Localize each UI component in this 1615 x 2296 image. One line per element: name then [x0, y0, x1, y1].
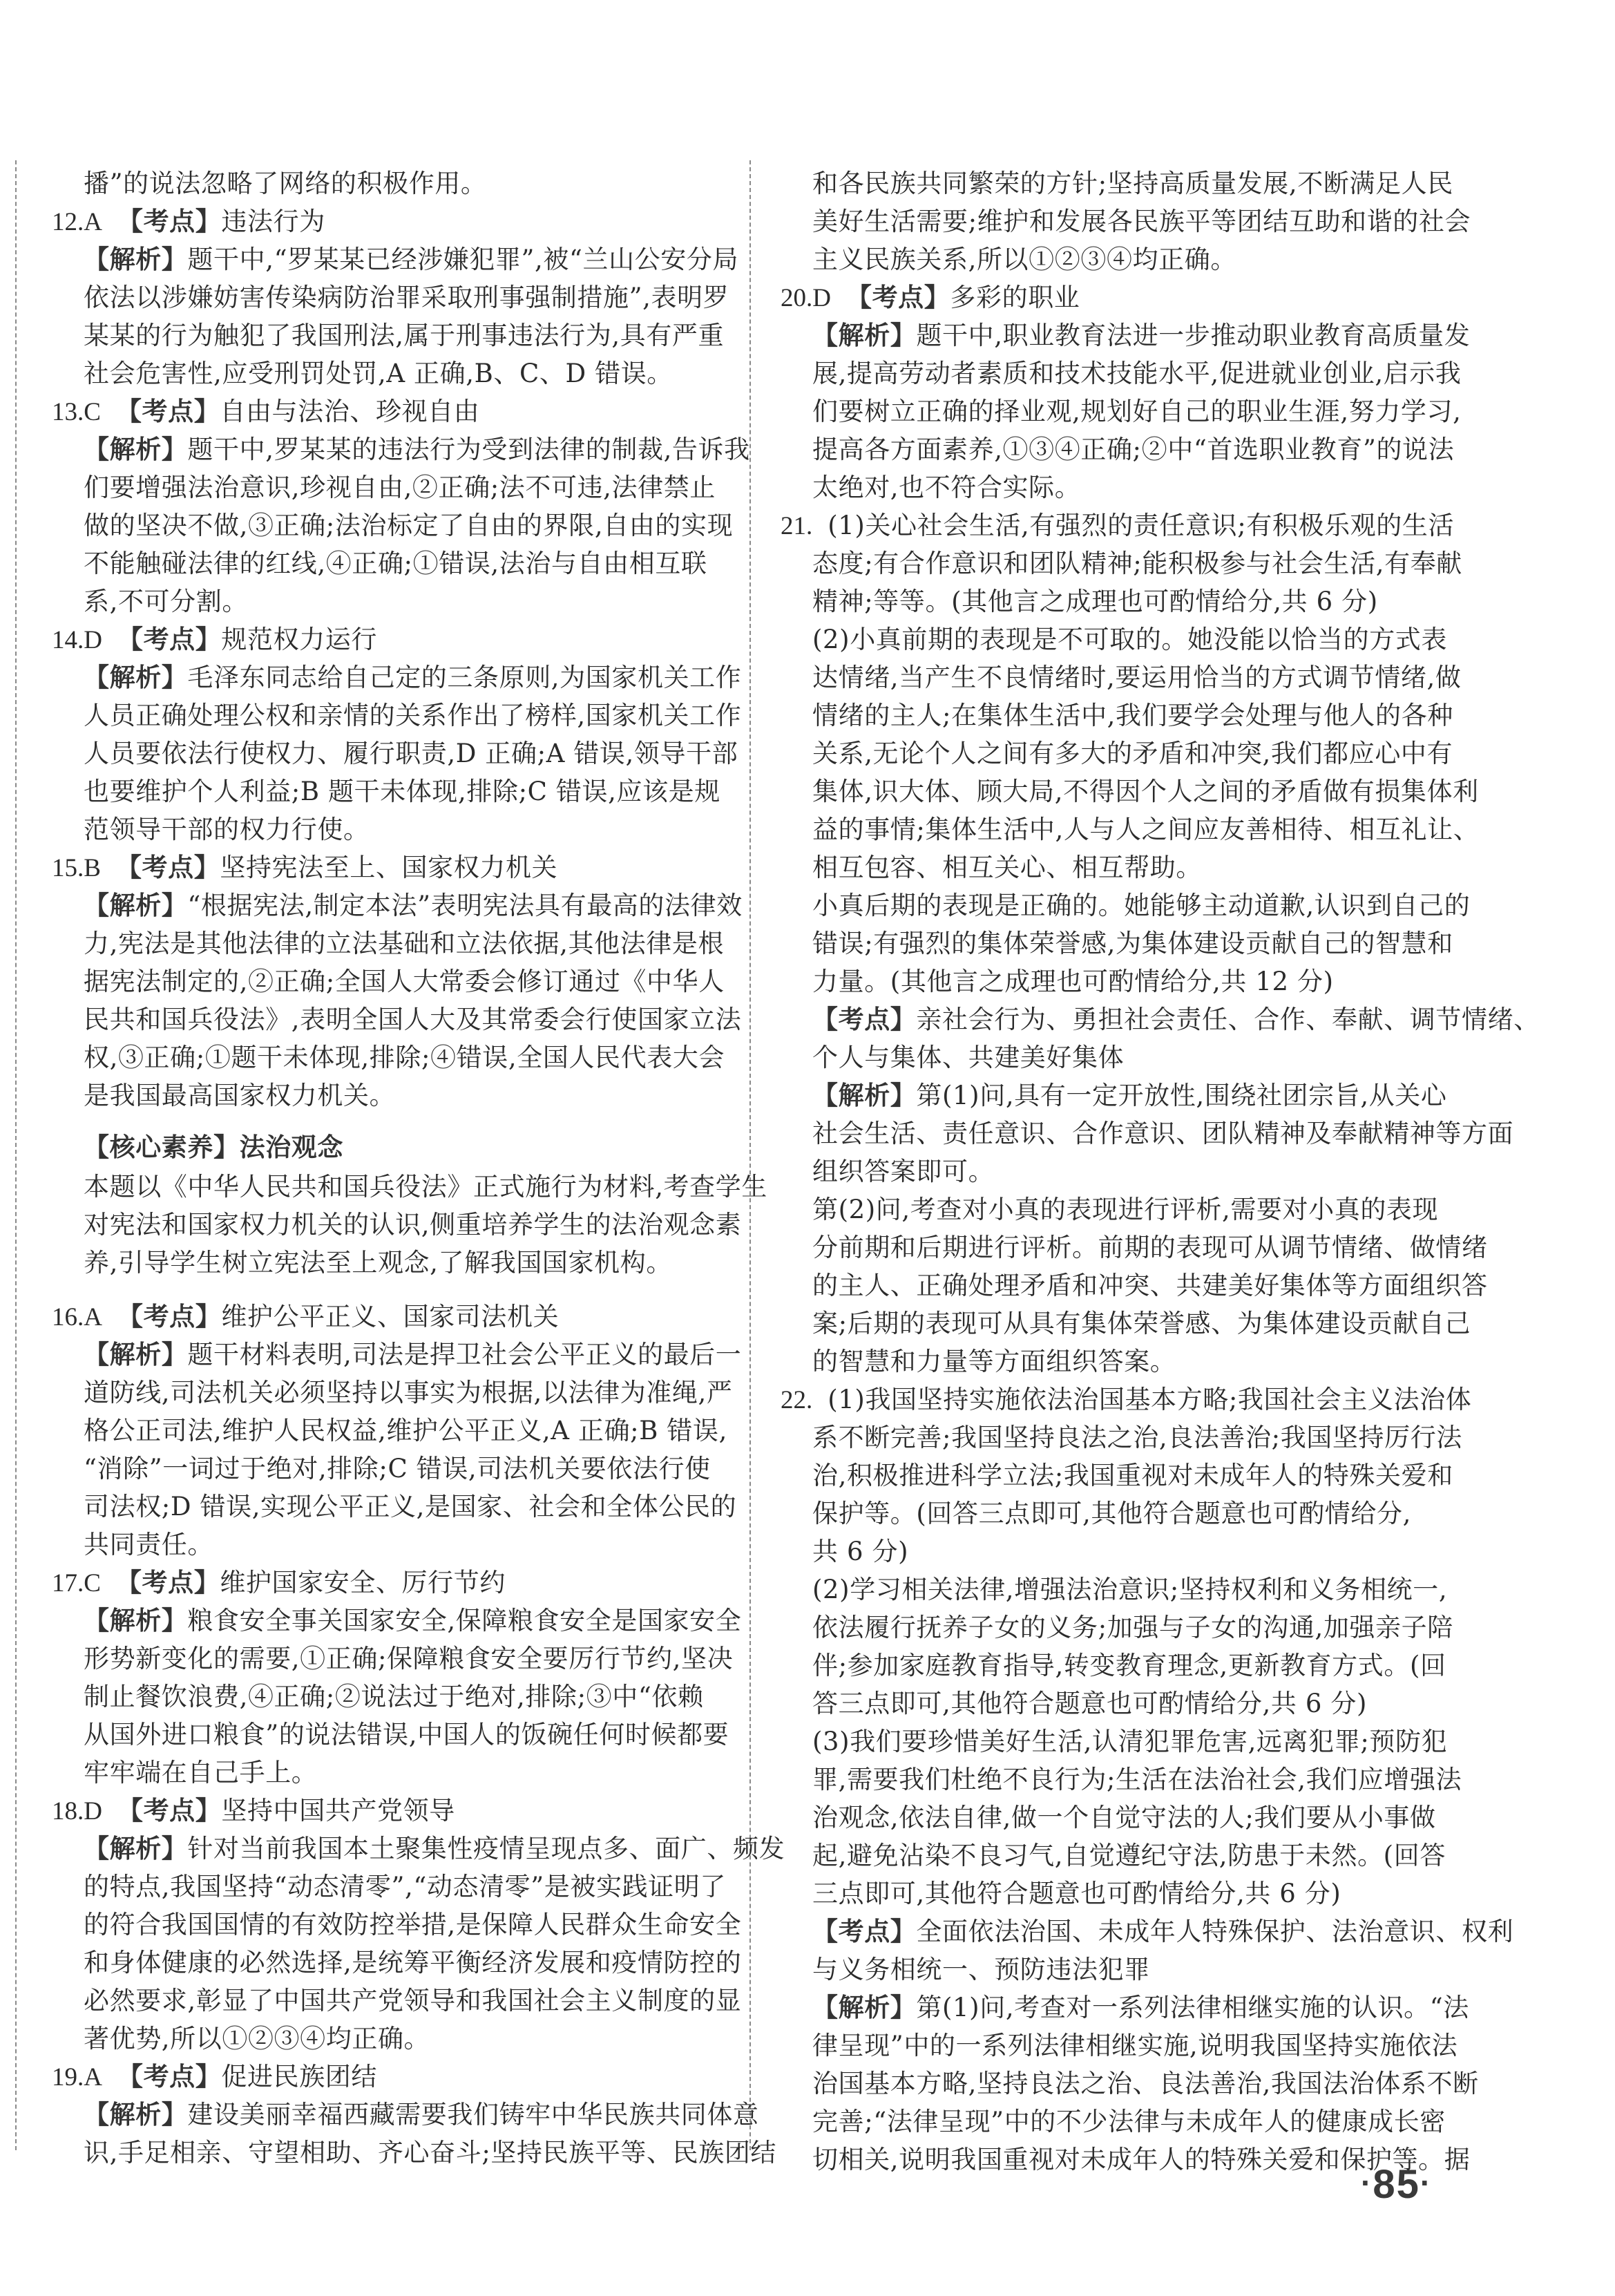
text-line [84, 1869, 726, 1905]
text-line [84, 166, 487, 202]
section-tag: 【考点】 [117, 207, 222, 236]
question-header-line [52, 204, 325, 240]
text-segment: 全面依法治国、未成年人特殊保护、法治意识、权利 [916, 1917, 1514, 1946]
section-tag: 【解析】 [84, 891, 188, 920]
text-segment: 与义务相统一、预防违法犯罪 [812, 1955, 1150, 1984]
text-segment: 制止餐饮浪费,④正确;②说法过于绝对,排除;③中“依赖 [84, 1682, 704, 1711]
text-line [812, 660, 1461, 696]
text-segment: 是我国最高国家权力机关。 [84, 1081, 396, 1110]
question-header-line [52, 394, 479, 430]
question-number: 18.D [52, 1797, 102, 1825]
text-line [84, 1527, 213, 1563]
text-segment: 第(1)问,具有一定开放性,围绕社团宗旨,从关心 [916, 1081, 1447, 1110]
question-number: 14.D [52, 626, 102, 654]
text-line [812, 1762, 1462, 1798]
text-segment: 组织答案即可。 [812, 1157, 995, 1186]
text-segment: 们要增强法治意识,珍视自由,②正确;法不可违,法律禁止 [84, 473, 716, 502]
text-segment: 多彩的职业 [950, 283, 1080, 312]
text-line [812, 1268, 1488, 1304]
text-segment: 案;后期的表现可从具有集体荣誉感、为集体建设贡献自己 [812, 1309, 1471, 1338]
text-line [812, 1230, 1488, 1266]
section-tag: 【考点】 [117, 1796, 222, 1825]
text-segment: 著优势,所以①②③④均正确。 [84, 2024, 430, 2053]
question-number: 22. [781, 1386, 813, 1414]
text-line [84, 1641, 733, 1677]
question-number: 16.A [52, 1303, 102, 1331]
section-tag: 【解析】 [812, 1081, 917, 1110]
text-line [812, 242, 1236, 278]
text-segment: 题干材料表明,司法是捍卫社会公平正义的最后一 [187, 1340, 742, 1369]
text-segment: 小真后期的表现是正确的。她能够主动道歉,认识到自己的 [812, 891, 1471, 920]
text-segment: “消除”一词过于绝对,排除;C 错误,司法机关要依法行使 [84, 1454, 711, 1483]
text-line [84, 432, 750, 468]
text-line [84, 1207, 741, 1243]
section-tag: 【考点】 [812, 1005, 917, 1034]
text-segment: “根据宪法,制定本法”表明宪法具有最高的法律效 [187, 891, 743, 920]
text-segment: 题干中,职业教育法进一步推动职业教育高质量发 [916, 321, 1471, 350]
text-line [84, 888, 743, 924]
section-tag: 【核心素养】 [84, 1132, 240, 1162]
section-tag: 【考点】 [117, 1302, 222, 1331]
text-line [812, 394, 1461, 430]
text-segment: 分前期和后期进行评析。前期的表现可从调节情绪、做情绪 [812, 1233, 1488, 1262]
text-line [812, 736, 1453, 772]
text-line [812, 1534, 908, 1570]
text-segment: 对宪法和国家权力机关的认识,侧重培养学生的法治观念素 [84, 1210, 742, 1240]
text-segment: 养,引导学生树立宪法至上观念,了解我国国家机构。 [84, 1248, 672, 1278]
section-tag: 【考点】 [812, 1917, 917, 1946]
question-number: 13.C [52, 398, 101, 426]
text-line [812, 1800, 1436, 1836]
text-line [84, 1002, 741, 1038]
question-number: 17.C [52, 1569, 101, 1597]
text-segment: 格公正司法,维护人民权益,维护公平正义,A 正确;B 错误, [84, 1416, 727, 1445]
question-number: 21. [781, 512, 813, 540]
text-line [84, 812, 370, 848]
text-segment: 维护公平正义、国家司法机关 [221, 1302, 560, 1331]
text-line [812, 1610, 1453, 1646]
text-segment: 完善;“法律呈现”中的不少法律与未成年人的健康成长密 [812, 2107, 1446, 2136]
text-line [812, 1914, 1513, 1950]
section-tag: 【解析】 [84, 2100, 188, 2129]
text-segment: 切相关,说明我国重视对未成年人的特殊关爱和保护等。据 [812, 2145, 1471, 2174]
text-segment: 提高各方面素养,①③④正确;②中“首选职业教育”的说法 [812, 435, 1455, 464]
text-line [812, 432, 1454, 468]
section-tag: 【考点】 [115, 1568, 220, 1597]
text-segment: 建设美丽幸福西藏需要我们铸牢中华民族共同体意 [187, 2100, 759, 2129]
text-line [812, 888, 1470, 924]
text-segment: 也要维护个人利益;B 题干未体现,排除;C 错误,应该是规 [84, 777, 720, 806]
text-segment: 道防线,司法机关必须坚持以事实为根据,以法律为准绳,严 [84, 1378, 733, 1407]
text-line [812, 1686, 1367, 1722]
text-segment: 起,避免沾染不良习气,自觉遵纪守法,防患于未然。(回答 [812, 1841, 1446, 1870]
text-segment: 罪,需要我们杜绝不良行为;生活在法治社会,我们应增强法 [812, 1765, 1462, 1794]
text-line [812, 166, 1453, 202]
text-segment: 亲社会行为、勇担社会责任、合作、奉献、调节情绪、 [916, 1005, 1540, 1034]
text-line [812, 204, 1471, 240]
text-segment: 形势新变化的需要,①正确;保障粮食安全要厉行节约,坚决 [84, 1644, 734, 1673]
text-line [812, 1154, 994, 1190]
text-line [812, 1648, 1446, 1684]
question-header-line [52, 850, 557, 886]
text-line [812, 774, 1479, 810]
text-line [812, 1420, 1462, 1456]
text-segment: 人员正确处理公权和亲情的关系作出了榜样,国家机关工作 [84, 701, 742, 730]
question-number: 12.A [52, 208, 102, 236]
text-line [84, 1245, 672, 1281]
text-line [84, 1717, 729, 1753]
text-line [812, 1040, 1124, 1076]
text-segment: 力量。(其他言之成理也可酌情给分,共 12 分) [812, 967, 1334, 996]
text-line [84, 508, 733, 544]
text-line [84, 470, 716, 506]
question-header-line [52, 1793, 455, 1829]
text-segment: 社会危害性,应受刑罚处罚,A 正确,B、C、D 错误。 [84, 359, 673, 388]
text-segment: 的主人、正确处理矛盾和冲突、共建美好集体等方面组织答 [812, 1271, 1488, 1300]
text-segment: 情绪的主人;在集体生活中,我们要学会处理与他人的各种 [812, 701, 1453, 730]
text-line [812, 2066, 1479, 2102]
text-line [84, 1078, 395, 1114]
text-segment: 治观念,依法自律,做一个自觉守法的人;我们要从小事做 [812, 1803, 1436, 1832]
text-segment: 第(2)问,考查对小真的表现进行评析,需要对小真的表现 [812, 1195, 1439, 1224]
text-line [84, 584, 248, 620]
text-line [812, 812, 1479, 848]
text-line [812, 1496, 1411, 1532]
text-segment: 民共和国兵役法》,表明全国人大及其常委会行使国家立法 [84, 1005, 742, 1034]
text-line [84, 1983, 741, 2019]
section-tag: 【考点】 [117, 2062, 222, 2091]
question-header-line [52, 1299, 559, 1335]
text-line [84, 318, 724, 354]
text-line [812, 1724, 1447, 1760]
text-line [84, 964, 725, 1000]
section-tag: 【考点】 [115, 397, 220, 426]
text-line [84, 1130, 343, 1166]
text-segment: 规范权力运行 [221, 625, 377, 654]
text-line [812, 622, 1447, 658]
text-segment: 的符合我国国情的有效防控举措,是保障人民群众生命安全 [84, 1910, 742, 1939]
text-line [812, 1876, 1341, 1912]
text-line [812, 1458, 1453, 1494]
text-line [812, 318, 1470, 354]
section-tag: 【考点】 [845, 283, 950, 312]
section-tag: 【解析】 [84, 1340, 188, 1369]
text-segment: 共同责任。 [84, 1530, 213, 1559]
text-segment: 益的事情;集体生活中,人与人之间应友善相待、相互礼让、 [812, 815, 1480, 844]
text-segment: 某某的行为触犯了我国刑法,属于刑事违法行为,具有严重 [84, 321, 725, 350]
text-segment: 依法以涉嫌妨害传染病防治罪采取刑事强制措施”,表明罗 [84, 283, 729, 312]
question-header-line [781, 280, 1080, 316]
text-line [812, 1952, 1150, 1988]
text-line [812, 2104, 1446, 2140]
text-segment: 权,③正确;①题干未体现,排除;④错误,全国人民代表大会 [84, 1043, 725, 1072]
text-segment: 播”的说法忽略了网络的积极作用。 [84, 169, 487, 198]
text-segment: 力,宪法是其他法律的立法基础和立法依据,其他法律是根 [84, 929, 725, 958]
text-segment: 的智慧和力量等方面组织答案。 [812, 1347, 1176, 1376]
text-segment: 治国基本方略,坚持良法之治、良法善治,我国法治体系不断 [812, 2069, 1479, 2098]
section-tag: 法治观念 [239, 1132, 344, 1162]
text-line [84, 280, 729, 316]
text-line [812, 546, 1462, 582]
text-segment: 范领导干部的权力行使。 [84, 815, 370, 844]
text-segment: 三点即可,其他符合题意也可酌情给分,共 6 分) [812, 1879, 1341, 1908]
text-segment: 必然要求,彰显了中国共产党领导和我国社会主义制度的显 [84, 1986, 742, 2015]
text-line [84, 1603, 741, 1639]
text-segment: 社会生活、责任意识、合作意识、团队精神及奉献精神等方面 [812, 1119, 1514, 1148]
section-tag: 【考点】 [117, 625, 222, 654]
text-line [812, 1306, 1471, 1342]
text-line [84, 1945, 741, 1981]
text-line [812, 1344, 1176, 1380]
text-segment: 毛泽东同志给自己定的三条原则,为国家机关工作 [187, 663, 742, 692]
section-tag: 【解析】 [812, 1993, 917, 2022]
section-tag: 【解析】 [84, 663, 188, 692]
text-line [84, 1337, 741, 1373]
text-line [812, 1572, 1447, 1608]
text-line [812, 964, 1334, 1000]
text-line [812, 1192, 1438, 1228]
text-line [84, 698, 741, 734]
text-line [812, 584, 1378, 620]
text-line [84, 774, 720, 810]
text-segment: 促进民族团结 [221, 2062, 377, 2091]
text-segment: 共 6 分) [812, 1537, 909, 1566]
text-segment: 太绝对,也不符合实际。 [812, 473, 1081, 502]
text-segment: (2)小真前期的表现是不可取的。她没能以恰当的方式表 [812, 625, 1448, 654]
text-segment: 达情绪,当产生不良情绪时,要运用恰当的方式调节情绪,做 [812, 663, 1462, 692]
text-segment: 第(1)问,考查对一系列法律相继实施的认识。“法 [916, 1993, 1469, 2022]
text-line [84, 1489, 736, 1525]
text-segment: 和身体健康的必然选择,是统筹平衡经济发展和疫情防控的 [84, 1948, 742, 1977]
page-number-value: 85 [1373, 2162, 1420, 2207]
text-segment: 坚持中国共产党领导 [221, 1796, 455, 1825]
text-line [812, 356, 1461, 392]
text-segment: 相互包容、相互关心、相互帮助。 [812, 853, 1202, 882]
text-segment: 本题以《中华人民共和国兵役法》正式施行为材料,考查学生 [84, 1172, 767, 1202]
text-line [84, 356, 673, 392]
text-line [84, 1375, 732, 1411]
text-line [84, 1413, 727, 1449]
text-segment: 集体,识大体、顾大局,不得因个人之间的矛盾做有损集体利 [812, 777, 1479, 806]
question-header-line [781, 508, 1454, 544]
text-line [84, 242, 738, 278]
text-line [812, 850, 1202, 886]
text-segment: 个人与集体、共建美好集体 [812, 1043, 1125, 1072]
text-segment: 人员要依法行使权力、履行职责,D 正确;A 错误,领导干部 [84, 739, 738, 768]
text-line [812, 698, 1453, 734]
text-segment: (1)我国坚持实施依法治国基本方略;我国社会主义法治体 [828, 1385, 1472, 1414]
question-number: 19.A [52, 2063, 102, 2091]
text-segment: 伴;参加家庭教育指导,转变教育理念,更新教育方式。(回 [812, 1651, 1446, 1680]
text-line [84, 736, 738, 772]
section-tag: 【解析】 [812, 321, 917, 350]
text-segment: 识,手足相亲、守望相助、齐心奋斗;坚持民族平等、民族团结 [84, 2138, 777, 2167]
text-segment: 精神;等等。(其他言之成理也可酌情给分,共 6 分) [812, 587, 1378, 616]
text-line [812, 470, 1080, 506]
text-segment: 从国外进口粮食”的说法错误,中国人的饭碗任何时候都要 [84, 1720, 729, 1749]
text-segment: 坚持宪法至上、国家权力机关 [220, 853, 558, 882]
text-line [812, 1116, 1513, 1152]
text-segment: 粮食安全事关国家安全,保障粮食安全是国家安全 [187, 1606, 742, 1635]
text-segment: 错误;有强烈的集体荣誉感,为集体建设贡献自己的智慧和 [812, 929, 1453, 958]
text-segment: 美好生活需要;维护和发展各民族平等团结互助和谐的社会 [812, 207, 1471, 236]
text-line [84, 1679, 704, 1715]
text-segment: 做的坚决不做,③正确;法治标定了自由的界限,自由的实现 [84, 511, 734, 540]
text-segment: 针对当前我国本土聚集性疫情呈现点多、面广、频发 [187, 1834, 785, 1863]
text-segment: 依法履行抚养子女的义务;加强与子女的沟通,加强亲子陪 [812, 1613, 1453, 1642]
text-segment: 违法行为 [221, 207, 325, 236]
text-line [84, 546, 707, 582]
question-header-line [52, 1565, 506, 1601]
question-header-line [52, 2059, 377, 2095]
page-number-dot-right: · [1420, 2165, 1433, 2201]
text-segment: 牢牢端在自己手上。 [84, 1758, 318, 1787]
question-number: 15.B [52, 854, 101, 882]
section-tag: 【考点】 [115, 853, 220, 882]
text-segment: 律呈现”中的一系列法律相继实施,说明我国坚持实施依法 [812, 2031, 1458, 2060]
text-segment: 态度;有合作意识和团队精神;能积极参与社会生活,有奉献 [812, 549, 1462, 578]
text-segment: 题干中,“罗某某已经涉嫌犯罪”,被“兰山公安分局 [187, 245, 739, 274]
text-line [84, 1907, 741, 1943]
text-line [812, 2028, 1458, 2064]
question-header-line [52, 622, 377, 658]
text-segment: 系,不可分割。 [84, 587, 248, 616]
section-tag: 【解析】 [84, 1606, 188, 1635]
text-segment: 关系,无论个人之间有多大的矛盾和冲突,我们都应心中有 [812, 739, 1453, 768]
text-line [84, 2097, 759, 2133]
text-line [84, 926, 724, 962]
text-line [812, 926, 1453, 962]
text-segment: 自由与法治、珍视自由 [220, 397, 480, 426]
text-line [84, 660, 741, 696]
text-segment: 司法权;D 错误,实现公平正义,是国家、社会和全体公民的 [84, 1492, 737, 1521]
text-line [84, 1831, 785, 1867]
page-number-dot-left: · [1361, 2165, 1373, 2201]
text-segment: 答三点即可,其他符合题意也可酌情给分,共 6 分) [812, 1689, 1368, 1718]
text-line [812, 1078, 1447, 1114]
text-segment: 治,积极推进科学立法;我国重视对未成年人的特殊关爱和 [812, 1461, 1453, 1490]
text-line [84, 1451, 711, 1487]
text-line [84, 1040, 725, 1076]
text-segment: 和各民族共同繁荣的方针;坚持高质量发展,不断满足人民 [812, 169, 1453, 198]
text-segment: 维护国家安全、厉行节约 [220, 1568, 506, 1597]
text-segment: 展,提高劳动者素质和技术技能水平,促进就业创业,启示我 [812, 359, 1462, 388]
section-tag: 【解析】 [84, 1834, 188, 1863]
question-header-line [781, 1382, 1471, 1418]
question-number: 20.D [781, 284, 831, 312]
text-segment: 不能触碰法律的红线,④正确;①错误,法治与自由相互联 [84, 549, 707, 578]
text-segment: (2)学习相关法律,增强法治意识;坚持权利和义务相统一, [812, 1575, 1448, 1604]
text-segment: 系不断完善;我国坚持良法之治,良法善治;我国坚持厉行法 [812, 1423, 1462, 1452]
text-segment: (1)关心社会生活,有强烈的责任意识;有积极乐观的生活 [828, 511, 1455, 540]
text-line [812, 1990, 1469, 2026]
text-line [84, 1169, 767, 1205]
section-tag: 【解析】 [84, 245, 188, 274]
text-segment: 保护等。(回答三点即可,其他符合题意也可酌情给分, [812, 1499, 1411, 1528]
text-segment: 的特点,我国坚持“动态清零”,“动态清零”是被实践证明了 [84, 1872, 726, 1901]
section-tag: 【解析】 [84, 435, 188, 464]
text-segment: 主义民族关系,所以①②③④均正确。 [812, 245, 1236, 274]
page-number [1361, 2161, 1432, 2208]
left-margin-dashed-rule [15, 160, 17, 2150]
text-line [812, 1002, 1540, 1038]
text-line [84, 2135, 776, 2171]
text-line [84, 1755, 317, 1791]
text-segment: (3)我们要珍惜美好生活,认清犯罪危害,远离犯罪;预防犯 [812, 1727, 1448, 1756]
text-segment: 题干中,罗某某的违法行为受到法律的制裁,告诉我 [187, 435, 750, 464]
text-segment: 据宪法制定的,②正确;全国人大常委会修订通过《中华人 [84, 967, 725, 996]
text-segment: 们要树立正确的择业观,规划好自己的职业生涯,努力学习, [812, 397, 1462, 426]
text-line [812, 1838, 1446, 1874]
text-line [84, 2021, 430, 2057]
